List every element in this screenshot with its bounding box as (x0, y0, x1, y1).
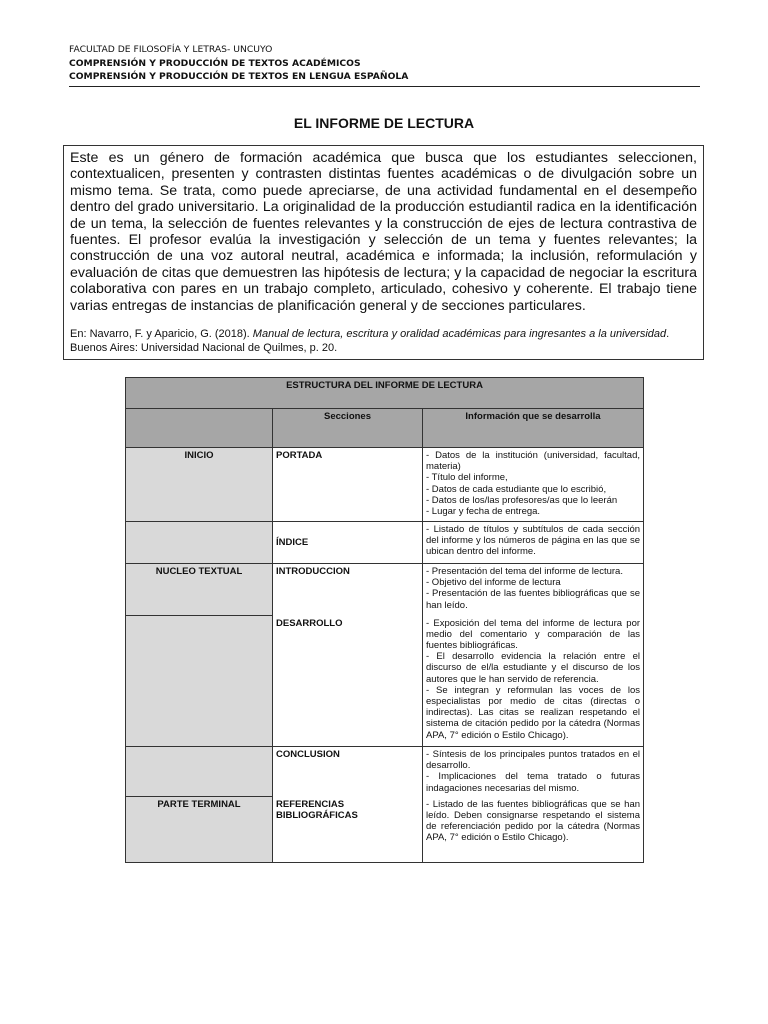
table-caption-row (126, 378, 644, 409)
part-inicio: INICIO (126, 448, 273, 522)
table-row (126, 797, 644, 863)
structure-table (125, 377, 644, 863)
table-caption: ESTRUCTURA DEL INFORME DE LECTURA (126, 378, 644, 409)
part-nucleo-end (126, 747, 273, 797)
part-nucleo-cont (126, 616, 273, 747)
info-line: - Listado de títulos y subtítulos de cada sección del informe y los números de página en las que se ubican dentro del informe. (426, 524, 641, 558)
table-row (126, 747, 644, 797)
info-line: - Se integran y reformulan las voces de los especialistas por medio de citas (directas o indirectas). Las citas se realizan respetando el sistema de citación pedido por la cátedra (Normas APA, 7° edición o Estilo Chicago). (426, 684, 641, 741)
part-terminal: PARTE TERMINAL (126, 797, 273, 863)
info-desarrollo (423, 616, 644, 747)
intro-box (63, 145, 704, 360)
info-line: - Datos de los/las profesores/as que lo leerán (426, 494, 618, 506)
info-line: - Datos de cada estudiante que lo escribió, (426, 483, 607, 495)
table-row (126, 564, 644, 616)
info-portada (423, 448, 644, 522)
info-line: - Datos de la institución (universidad, facultad, materia) (426, 450, 641, 473)
info-line: - El desarrollo evidencia la relación entre el discurso de el/la estudiante y el discurso de los autores que le han servido de referencia. (426, 651, 641, 685)
section-conclusion: CONCLUSION (273, 747, 423, 797)
document-header (69, 43, 700, 87)
info-line: - Lugar y fecha de entrega. (426, 506, 541, 518)
section-indice: ÍNDICE (273, 522, 423, 564)
info-line: - Objetivo del informe de lectura (426, 577, 561, 589)
source-prefix: En: Navarro, F. y Aparicio, G. (2018). (70, 328, 253, 341)
table-header-row (126, 409, 644, 448)
header-course-1: COMPRENSIÓN Y PRODUCCIÓN DE TEXTOS ACADÉMICOS (69, 57, 361, 69)
part-nucleo: NUCLEO TEXTUAL (126, 564, 273, 616)
info-line: - Implicaciones del tema tratado o futuras indagaciones necesarias del mismo. (426, 771, 641, 794)
table-row (126, 616, 644, 747)
part-inicio-cont (126, 522, 273, 564)
section-referencias: REFERENCIAS BIBLIOGRÁFICAS (273, 797, 423, 863)
header-faculty: FACULTAD DE FILOSOFÍA Y LETRAS- UNCUYO (69, 44, 273, 55)
info-referencias (423, 797, 644, 863)
table-row (126, 448, 644, 522)
info-indice (423, 522, 644, 564)
info-line: - Título del informe, (426, 472, 508, 484)
info-line: - Exposición del tema del informe de lectura por medio del comentario y comparación de las fuentes bibliográficas. (426, 617, 641, 651)
source-title: Manual de lectura, escritura y oralidad académicas para ingresantes a la universidad (252, 328, 667, 341)
info-conclusion (423, 747, 644, 797)
info-line: - Presentación de las fuentes bibliográficas que se han leído. (426, 588, 641, 611)
header-info: Información que se desarrolla (423, 409, 644, 448)
section-desarrollo: DESARROLLO (273, 616, 423, 747)
info-line: - Síntesis de los principales puntos tratados en el desarrollo. (426, 749, 641, 772)
header-empty (126, 409, 273, 448)
section-introduccion: INTRODUCCION (273, 564, 423, 616)
table-row (126, 522, 644, 564)
section-portada: PORTADA (273, 448, 423, 522)
source-suffix: . Buenos Aires: Universidad Nacional de Quilmes, p. 20. (70, 328, 670, 354)
info-line: - Listado de las fuentes bibliográficas que se han leído. Deben consignarse respetando el sistema de referenciación pedido por la cátedra (Normas APA, 7° edición o Estilo Chicago). (426, 798, 641, 844)
info-introduccion (423, 564, 644, 616)
intro-paragraph: Este es un género de formación académica que busca que los estudiantes seleccionen, contextualicen, presenten y contrasten distintas fuentes académicas o de divulgación sobre un mismo tema. Se trata, como puede apreciarse, de una actividad fundamental en el desempeño dentro del grado universitario. La originalidad de la producción estudiantil radica en la identificación de un tema, la selección de fuentes relevantes y la construcción de ejes de lectura contrastiva de fuentes. El profesor evalúa la investigación y selección de un tema y fuentes relevantes; la construcción de una voz autoral neutral, académica e informada; la inclusión, reformulación y evaluación de citas que demuestren las hipótesis de lectura; y la capacidad de negociar la escritura colaborativa con pares en un trabajo completo, articulado, cohesivo y coherente. El trabajo tiene varias entregas de instancias de planificación general y de secciones particulares. (70, 150, 697, 314)
info-line: - Presentación del tema del informe de lectura. (426, 566, 623, 577)
header-course-2: COMPRENSIÓN Y PRODUCCIÓN DE TEXTOS EN LENGUA ESPAÑOLA (69, 71, 409, 82)
document-title: EL INFORME DE LECTURA (293, 115, 475, 131)
intro-source (70, 328, 697, 355)
header-sections: Secciones (273, 409, 423, 448)
